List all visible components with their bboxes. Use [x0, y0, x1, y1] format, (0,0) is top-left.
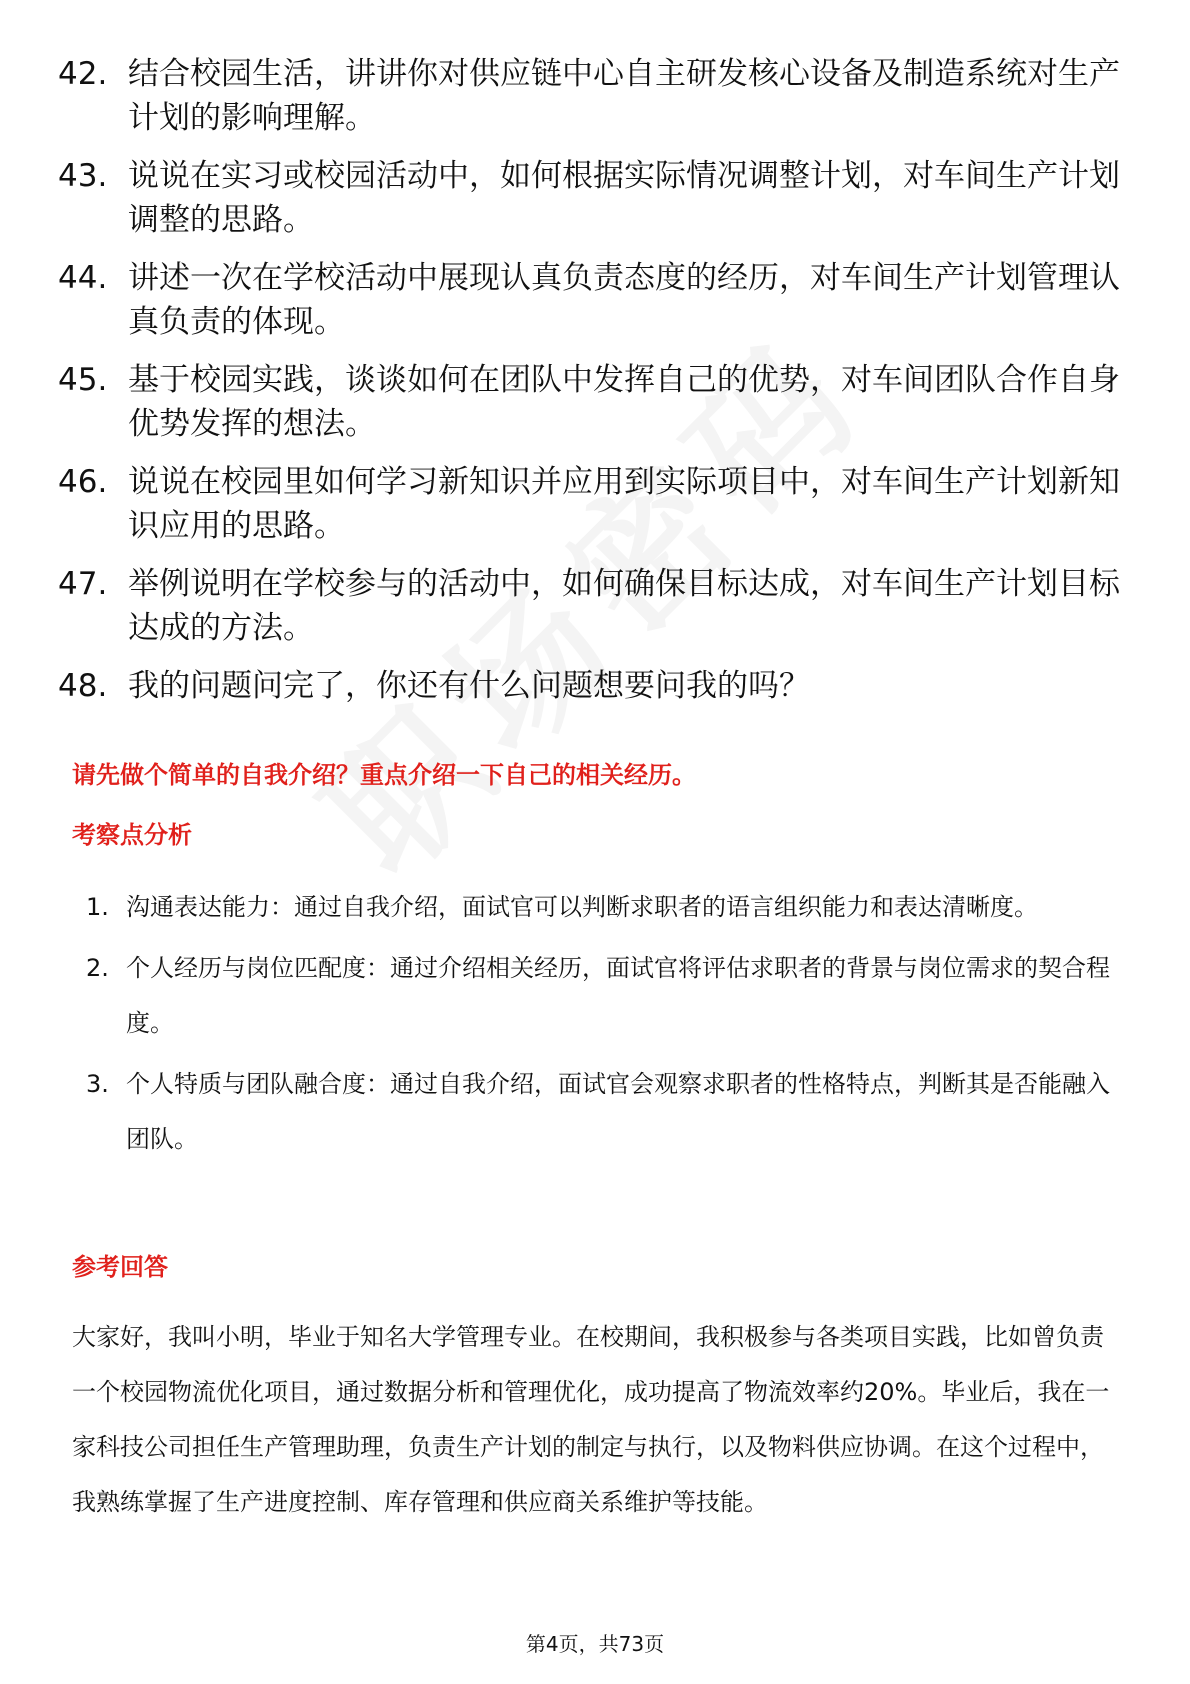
- question-number: 45.: [58, 362, 108, 398]
- page-footer: 第4页，共73页: [525, 1632, 665, 1656]
- question-text: 举例说明在学校参与的活动中，如何确保目标达成，对车间生产计划目标达成的方法。: [128, 566, 1120, 646]
- answer-heading: 参考回答: [72, 1253, 168, 1281]
- question-text: 说说在实习或校园活动中，如何根据实际情况调整计划，对车间生产计划调整的思路。: [128, 158, 1120, 238]
- analysis-number: 1.: [86, 893, 109, 921]
- question-item: [58, 562, 1138, 650]
- question-item: [58, 52, 1138, 140]
- analysis-item: [86, 941, 1126, 1051]
- question-number: 47.: [58, 566, 108, 602]
- question-item: [58, 358, 1138, 446]
- analysis-text: 个人特质与团队融合度：通过自我介绍，面试官会观察求职者的性格特点，判断其是否能融入团队。: [126, 1070, 1110, 1153]
- analysis-list: [86, 880, 1126, 1173]
- analysis-item: [86, 880, 1126, 935]
- question-item: [58, 154, 1138, 242]
- answer-paragraph: 大家好，我叫小明，毕业于知名大学管理专业。在校期间，我积极参与各类项目实践，比如曾负责一个校园物流优化项目，通过数据分析和管理优化，成功提高了物流效率约20%。毕业后，我在一家科技公司担任生产管理助理，负责生产计划的制定与执行，以及物料供应协调。在这个过程中，我熟练掌握了生产进度控制、库存管理和供应商关系维护等技能。: [72, 1323, 1110, 1516]
- question-text: 结合校园生活，讲讲你对供应链中心自主研发核心设备及制造系统对生产计划的影响理解。: [128, 56, 1120, 136]
- analysis-item: [86, 1057, 1126, 1167]
- analysis-text: 个人经历与岗位匹配度：通过介绍相关经历，面试官将评估求职者的背景与岗位需求的契合程度。: [126, 954, 1110, 1037]
- analysis-heading: 考察点分析: [72, 821, 192, 849]
- analysis-number: 2.: [86, 954, 109, 982]
- analysis-text: 沟通表达能力：通过自我介绍，面试官可以判断求职者的语言组织能力和表达清晰度。: [126, 893, 1038, 921]
- question-text: 说说在校园里如何学习新知识并应用到实际项目中，对车间生产计划新知识应用的思路。: [128, 464, 1120, 544]
- intro-question-heading: 请先做个简单的自我介绍？重点介绍一下自己的相关经历。: [72, 761, 696, 789]
- question-number: 42.: [58, 56, 108, 92]
- question-item: [58, 664, 1138, 708]
- question-list: [58, 52, 1138, 722]
- question-text: 基于校园实践，谈谈如何在团队中发挥自己的优势，对车间团队合作自身优势发挥的想法。: [128, 362, 1120, 442]
- question-text: 讲述一次在学校活动中展现认真负责态度的经历，对车间生产计划管理认真负责的体现。: [128, 260, 1120, 340]
- question-number: 43.: [58, 158, 108, 194]
- question-item: [58, 256, 1138, 344]
- question-number: 46.: [58, 464, 108, 500]
- question-item: [58, 460, 1138, 548]
- analysis-number: 3.: [86, 1070, 109, 1098]
- question-number: 44.: [58, 260, 108, 296]
- question-number: 48.: [58, 668, 108, 704]
- question-text: 我的问题问完了，你还有什么问题想要问我的吗？: [128, 668, 810, 704]
